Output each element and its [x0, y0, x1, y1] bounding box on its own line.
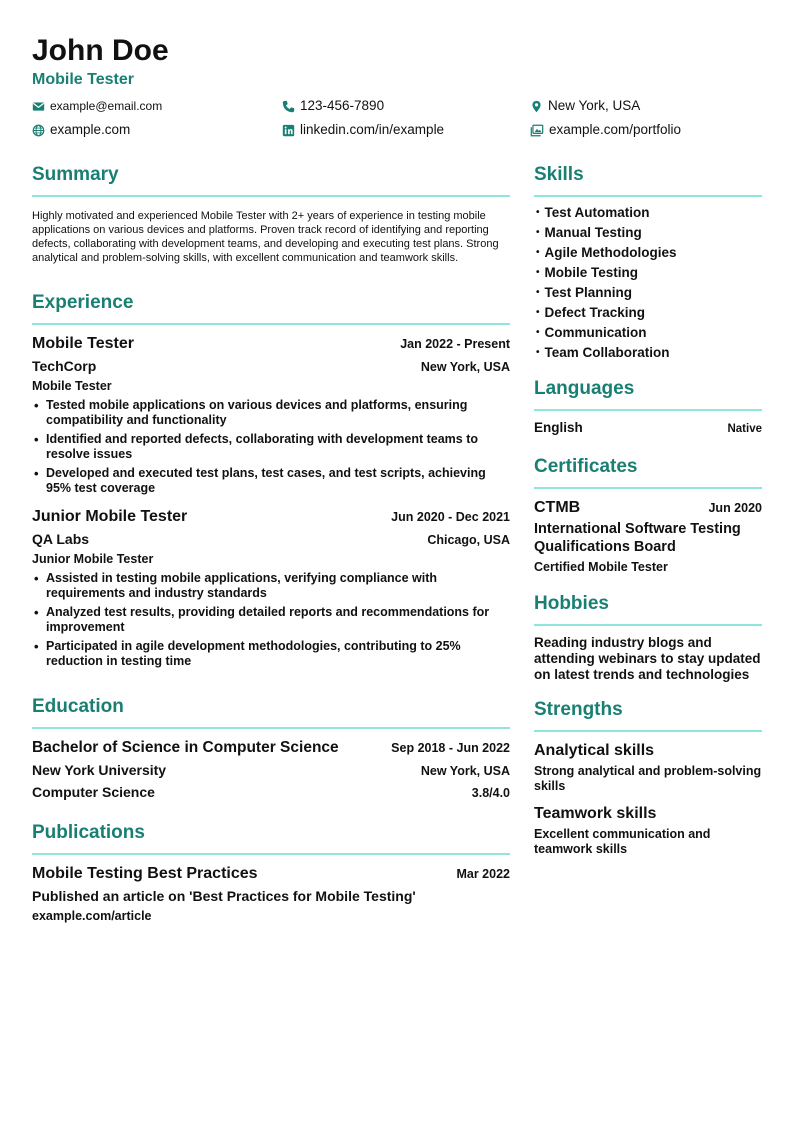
job-location: New York, USA [420, 360, 510, 374]
contact-email[interactable] [32, 98, 162, 114]
phone-icon [282, 100, 295, 113]
bullet-item: • Identified and reported defects, collaborating with development teams to resolve issues [32, 432, 510, 462]
cert-description: Certified Mobile Tester [534, 560, 668, 574]
experience-heading: Experience [32, 292, 134, 313]
strengths-section [534, 698, 762, 857]
strength-name: Analytical skills [534, 742, 655, 759]
skill-label: Agile Methodologies [544, 245, 677, 260]
job-entry [32, 334, 510, 496]
job-bullets [32, 571, 510, 669]
job-company: QA Labs [32, 531, 90, 547]
job-subtitle: Mobile Tester [32, 379, 112, 393]
contact-phone[interactable] [282, 98, 384, 114]
pub-title: Mobile Testing Best Practices [32, 865, 258, 882]
contact-portfolio[interactable] [530, 122, 681, 138]
skill-item: • Manual Testing [534, 223, 762, 243]
job-company: TechCorp [32, 358, 97, 374]
contact-location [530, 98, 640, 114]
portfolio-icon [530, 124, 544, 137]
skill-item: • Test Planning [534, 283, 762, 303]
section-divider [32, 727, 510, 729]
linkedin-icon [282, 124, 295, 137]
job-dates: Jan 2022 - Present [400, 337, 510, 351]
contact-portfolio-text: example.com/portfolio [549, 122, 682, 137]
globe-icon [32, 124, 45, 137]
skill-label: Test Automation [544, 205, 650, 220]
job-bullets [32, 398, 510, 496]
skill-item: • Team Collaboration [534, 343, 762, 363]
skill-label: Test Planning [544, 285, 633, 300]
job-title: Mobile Tester [32, 335, 134, 352]
contact-email-text: example@email.com [50, 99, 163, 113]
languages-section [534, 377, 762, 435]
bullet-item: • Tested mobile applications on various devices and platforms, ensuring compatibility and functionality [32, 398, 510, 428]
edu-location: New York, USA [420, 764, 510, 778]
contact-phone-text: 123-456-7890 [300, 98, 385, 113]
location-icon [530, 100, 543, 113]
strength-description: Strong analytical and problem-solving skills [534, 764, 762, 793]
job-location: Chicago, USA [427, 533, 510, 547]
summary-section [32, 163, 510, 265]
certificates-heading: Certificates [534, 456, 638, 477]
skill-label: Team Collaboration [544, 345, 670, 360]
edu-field: Computer Science [32, 784, 155, 800]
edu-degree: Bachelor of Science in Computer Science [32, 739, 339, 756]
skill-item: • Defect Tracking [534, 303, 762, 323]
language-name: English [534, 420, 583, 435]
certificates-section [534, 455, 762, 575]
skill-label: Mobile Testing [544, 265, 639, 280]
summary-text: Highly motivated and experienced Mobile Tester with 2+ years of experience in testing mobile applications on various devices and platforms. Proven track record of identifying and reporting defects, collaborating with development teams, and developing and executing test plans. Strong analytical and problem-solving skills, with excellent communication and teamwork skills. [32, 210, 499, 264]
contact-location-text: New York, USA [548, 98, 641, 113]
skills-list [534, 203, 762, 363]
pub-description: Published an article on 'Best Practices for Mobile Testing' [32, 888, 416, 904]
section-divider [534, 624, 762, 626]
bullet-item: • Developed and executed test plans, test cases, and test scripts, achieving 95% test coverage [32, 466, 510, 496]
bullet-item: • Assisted in testing mobile applications, verifying compliance with requirements and industry standards [32, 571, 510, 601]
bullet-item: • Analyzed test results, providing detailed reports and recommendations for improvement [32, 605, 510, 635]
languages-heading: Languages [534, 378, 635, 399]
section-divider [534, 195, 762, 197]
pub-url-link[interactable]: example.com/article [32, 909, 152, 923]
skills-section [534, 163, 762, 363]
summary-heading: Summary [32, 164, 119, 185]
edu-dates: Sep 2018 - Jun 2022 [391, 741, 510, 755]
cert-name: CTMB [534, 499, 581, 516]
strength-name: Teamwork skills [534, 805, 657, 822]
bullet-item: • Participated in agile development methodologies, contributing to 25% reduction in testing time [32, 639, 510, 669]
strength-item [534, 804, 762, 857]
hobbies-section [534, 592, 762, 683]
strength-description: Excellent communication and teamwork skills [534, 827, 711, 856]
cert-date: Jun 2020 [708, 501, 762, 515]
section-divider [534, 487, 762, 489]
skill-label: Defect Tracking [544, 305, 646, 320]
publications-section [32, 821, 510, 924]
edu-school: New York University [32, 762, 167, 778]
pub-date: Mar 2022 [456, 867, 510, 881]
contact-linkedin-text: linkedin.com/in/example [300, 122, 445, 137]
section-divider [534, 409, 762, 411]
education-section [32, 695, 510, 801]
section-divider [534, 730, 762, 732]
language-level: Native [727, 423, 762, 435]
contact-website-text: example.com [50, 122, 131, 137]
section-divider [32, 195, 510, 197]
skill-item: • Mobile Testing [534, 263, 762, 283]
email-icon [32, 100, 45, 113]
skills-heading: Skills [534, 164, 584, 185]
skill-label: Manual Testing [544, 225, 642, 240]
resume-role: Mobile Tester [32, 71, 134, 88]
job-title: Junior Mobile Tester [32, 508, 188, 525]
strengths-heading: Strengths [534, 699, 623, 720]
hobbies-heading: Hobbies [534, 593, 609, 614]
skill-item: • Test Automation [534, 203, 762, 223]
section-divider [32, 323, 510, 325]
skill-item: • Communication [534, 323, 762, 343]
skill-item: • Agile Methodologies [534, 243, 762, 263]
job-entry [32, 507, 510, 669]
publications-heading: Publications [32, 822, 145, 843]
strength-item [534, 741, 762, 794]
edu-gpa: 3.8/4.0 [471, 786, 510, 800]
job-subtitle: Junior Mobile Tester [32, 552, 154, 566]
skill-label: Communication [544, 325, 647, 340]
resume-name: John Doe [32, 34, 169, 67]
job-dates: Jun 2020 - Dec 2021 [391, 510, 510, 524]
experience-section [32, 291, 510, 673]
language-item [534, 420, 762, 435]
contact-website[interactable] [32, 122, 130, 138]
education-heading: Education [32, 696, 124, 717]
contact-linkedin[interactable] [282, 122, 444, 138]
hobby-text: Reading industry blogs and attending webinars to stay updated on latest trends and technologies [534, 635, 761, 682]
cert-issuer: International Software Testing Qualifications Board [534, 521, 741, 555]
section-divider [32, 853, 510, 855]
